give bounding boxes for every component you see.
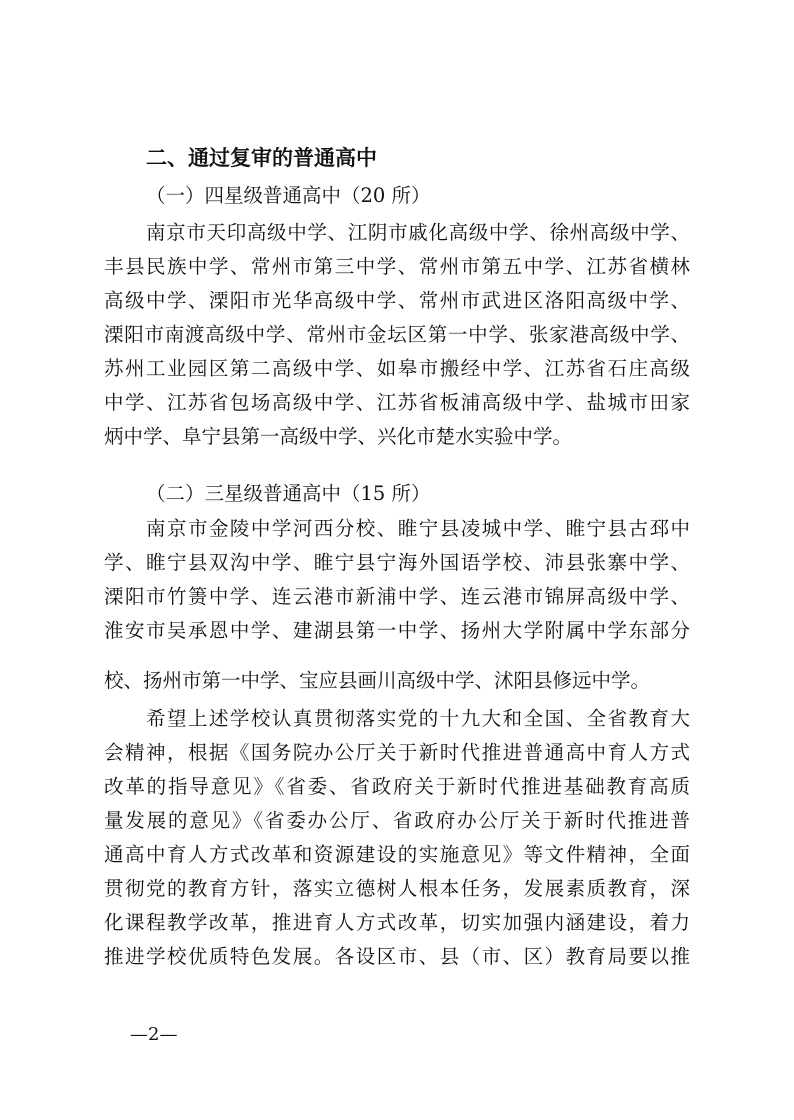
three-star-line: 淮安市吴承恩中学、建湖县第一中学、扬州大学附属中学东部分 — [104, 619, 690, 642]
closing-line: 希望上述学校认真贯彻落实党的十九大和全国、全省教育大 — [146, 707, 690, 730]
closing-line: 推进学校优质特色发展。各设区市、县（市、区）教育局要以推 — [104, 945, 690, 968]
three-star-line: 南京市金陵中学河西分校、睢宁县凌城中学、睢宁县古邳中 — [146, 517, 690, 540]
four-star-line: 高级中学、溧阳市光华高级中学、常州市武进区洛阳高级中学、 — [104, 289, 690, 312]
four-star-line: 炳中学、阜宁县第一高级中学、兴化市楚水实验中学。 — [104, 425, 573, 448]
four-star-line: 中学、江苏省包场高级中学、江苏省板浦高级中学、盐城市田家 — [104, 391, 690, 414]
closing-line: 量发展的意见》《省委办公厅、省政府办公厅关于新时代推进普 — [104, 809, 690, 832]
four-star-line: 溧阳市南渡高级中学、常州市金坛区第一中学、张家港高级中学、 — [104, 323, 690, 346]
four-star-line: 苏州工业园区第二高级中学、如皋市搬经中学、江苏省石庄高级 — [104, 357, 690, 380]
page-number: —2— — [130, 1024, 178, 1045]
section-heading: 二、通过复审的普通高中 — [146, 146, 377, 170]
four-star-subheading: （一）四星级普通高中（20 所） — [146, 184, 431, 207]
three-star-line: 校、扬州市第一中学、宝应县画川高级中学、沭阳县修远中学。 — [104, 669, 651, 692]
four-star-line: 丰县民族中学、常州市第三中学、常州市第五中学、江苏省横林 — [104, 255, 690, 278]
three-star-line: 学、睢宁县双沟中学、睢宁县宁海外国语学校、沛县张寨中学、 — [104, 551, 690, 574]
closing-line: 通高中育人方式改革和资源建设的实施意见》等文件精神，全面 — [104, 843, 690, 866]
three-star-subheading: （二）三星级普通高中（15 所） — [146, 482, 431, 505]
four-star-line: 南京市天印高级中学、江阴市戚化高级中学、徐州高级中学、 — [146, 221, 690, 244]
closing-line: 改革的指导意见》《省委、省政府关于新时代推进基础教育高质 — [104, 775, 690, 798]
closing-line: 会精神，根据《国务院办公厅关于新时代推进普通高中育人方式 — [104, 741, 690, 764]
closing-line: 贯彻党的教育方针，落实立德树人根本任务，发展素质教育，深 — [104, 877, 690, 900]
three-star-line: 溧阳市竹箦中学、连云港市新浦中学、连云港市锦屏高级中学、 — [104, 585, 690, 608]
closing-line: 化课程教学改革，推进育人方式改革，切实加强内涵建设，着力 — [104, 911, 690, 934]
